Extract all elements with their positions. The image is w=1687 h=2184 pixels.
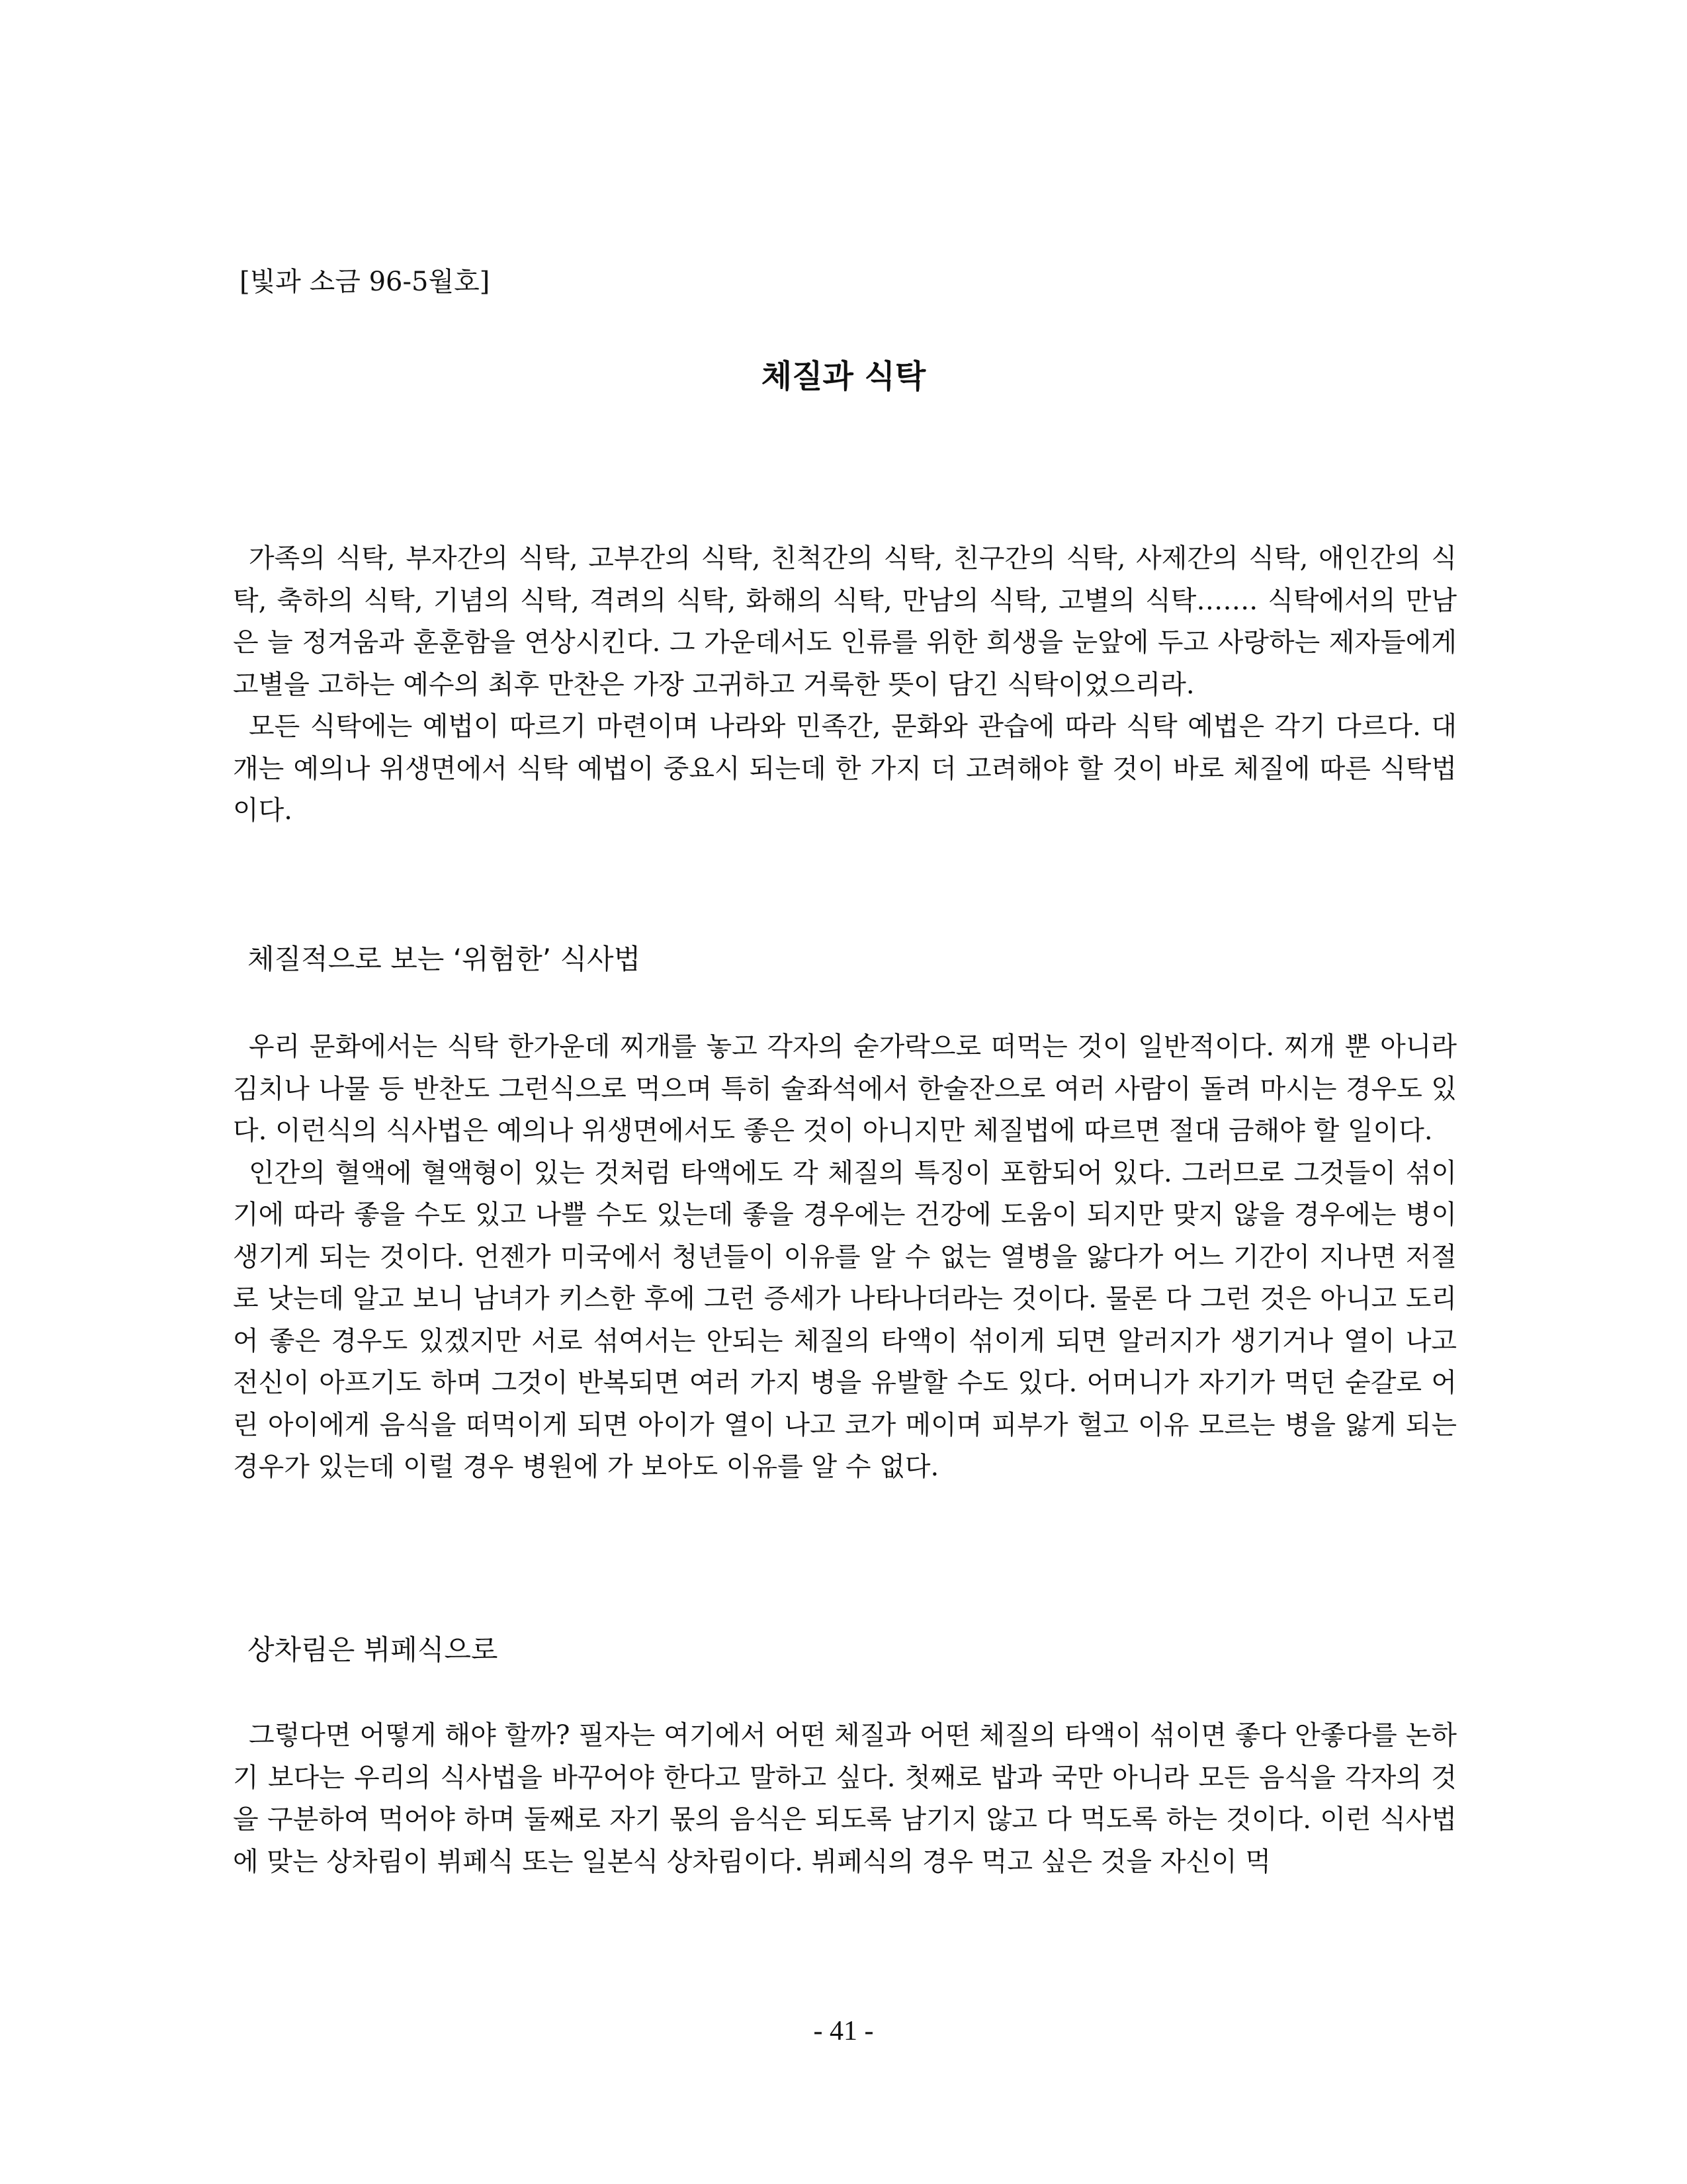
intro-paragraph: 가족의 식탁, 부자간의 식탁, 고부간의 식탁, 친척간의 식탁, 친구간의 식탁, 사제간의 식탁, 애인간의 식탁, 축하의 식탁, 기념의 식탁, 격려의 식탁, 화해의 식탁, 만남의 식탁, 고별의 식탁……. 식탁에서의 만남은 늘 정겨움과 훈훈함을 연상시킨다. 그 가운데서도 인류를 위한 희생을 눈앞에 두고 사랑하는 제자들에게 고별을 고하는 예수의 최후 만찬은 가장 고귀하고 거룩한 뜻이 담긴 식탁이었으리라. <box>233 543 1457 700</box>
intro-block <box>233 538 1457 832</box>
section-risky-eating-body <box>233 1026 1457 1489</box>
page-number: - 41 - <box>813 2016 874 2046</box>
section-buffet-body <box>233 1715 1457 1883</box>
intro-paragraph: 모든 식탁에는 예법이 따르기 마련이며 나라와 민족간, 문화와 관습에 따라 식탁 예법은 각기 다르다. 대개는 예의나 위생면에서 식탁 예법이 중요시 되는데 한 가지 더 고려해야 할 것이 바로 체질에 따른 식탁법이다. <box>233 711 1457 826</box>
article-title: 체질과 식탁 <box>761 358 926 395</box>
body-paragraph: 우리 문화에서는 식탁 한가운데 찌개를 놓고 각자의 숟가락으로 떠먹는 것이 일반적이다. 찌개 뿐 아니라 김치나 나물 등 반찬도 그런식으로 먹으며 특히 술좌석에서 한술잔으로 여러 사람이 돌려 마시는 경우도 있다. 이런식의 식사법은 예의나 위생면에서도 좋은 것이 아니지만 체질법에 따르면 절대 금해야 할 일이다. <box>233 1031 1457 1146</box>
section-heading-risky-eating: 체질적으로 보는 ‘위험한’ 식사법 <box>247 943 641 975</box>
body-paragraph: 그렇다면 어떻게 해야 할까? 필자는 여기에서 어떤 체질과 어떤 체질의 타액이 섞이면 좋다 안좋다를 논하기 보다는 우리의 식사법을 바꾸어야 한다고 말하고 싶다. 첫째로 밥과 국만 아니라 모든 음식을 각자의 것을 구분하여 먹어야 하며 둘째로 자기 몫의 음식은 되도록 남기지 않고 다 먹도록 하는 것이다. 이런 식사법에 맞는 상차림이 뷔페식 또는 일본식 상차림이다. 뷔페식의 경우 먹고 싶은 것을 자신이 먹 <box>233 1720 1457 1877</box>
body-paragraph: 인간의 혈액에 혈액형이 있는 것처럼 타액에도 각 체질의 특징이 포함되어 있다. 그러므로 그것들이 섞이기에 따라 좋을 수도 있고 나쁠 수도 있는데 좋을 경우에는 건강에 도움이 되지만 맞지 않을 경우에는 병이 생기게 되는 것이다. 언젠가 미국에서 청년들이 이유를 알 수 없는 열병을 앓다가 어느 기간이 지나면 저절로 낫는데 알고 보니 남녀가 키스한 후에 그런 증세가 나타나더라는 것이다. 물론 다 그런 것은 아니고 도리어 좋은 경우도 있겠지만 서로 섞여서는 안되는 체질의 타액이 섞이게 되면 알러지가 생기거나 열이 나고 전신이 아프기도 하며 그것이 반복되면 여러 가지 병을 유발할 수도 있다. 어머니가 자기가 먹던 숟갈로 어린 아이에게 음식을 떠먹이게 되면 아이가 열이 나고 코가 메이며 피부가 헐고 이유 모르는 병을 앓게 되는 경우가 있는데 이럴 경우 병원에 가 보아도 이유를 알 수 없다. <box>233 1157 1457 1482</box>
section-heading-buffet: 상차림은 뷔페식으로 <box>247 1634 498 1666</box>
source-citation: [빛과 소금 96-5월호] <box>239 267 490 297</box>
